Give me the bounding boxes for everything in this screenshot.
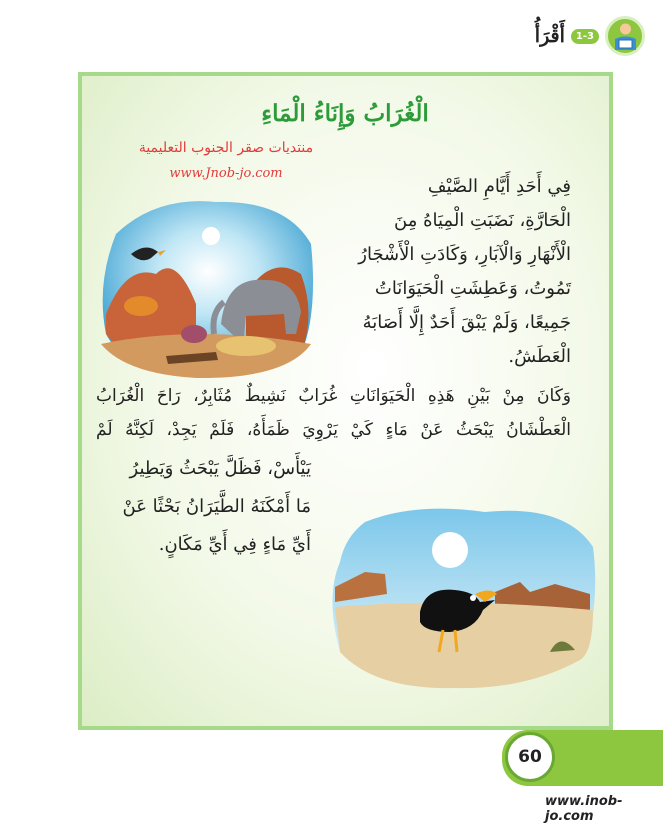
paragraph1-line-6: الْعَطَشُ. bbox=[508, 346, 571, 367]
crow-desert-illustration bbox=[325, 502, 600, 692]
paragraph2-line-4: مَا أَمْكَنَهُ الطَّيَرَانُ بَحْثًا عَنْ bbox=[122, 496, 311, 517]
watermark-site-name: منتديات صقر الجنوب التعليمية bbox=[138, 140, 314, 156]
paragraph1-line-1: فِي أَحَدِ أَيَّامِ الصَّيْفِ bbox=[427, 176, 571, 197]
story-title: الْغُرَابُ وَإِنَاءُ الْمَاءِ bbox=[261, 100, 429, 127]
paragraph1-line-3: الْأَنْهَارِ وَالْآبَارِ، وَكَادَتِ الْأَشْجَارُ bbox=[358, 244, 571, 265]
footer-url: www.inob-jo.com bbox=[545, 794, 623, 824]
paragraph1-line-2: الْحَارَّةِ، نَضَبَتِ الْمِيَاهُ مِنَ bbox=[394, 210, 571, 231]
paragraph2-line-3: يَيْأَسْ، فَظَلَّ يَبْحَثُ وَيَطِيرُ bbox=[129, 458, 311, 479]
paragraph2-line-2: الْعَطْشَانُ يَبْحَثُ عَنْ مَاءٍ كَيْ يَرْوِيَ ظَمَأَهُ، فَلَمْ يَجِدْ، لَكِنَّهُ لَمْ bbox=[96, 420, 571, 440]
lesson-number-badge: 1-3 bbox=[571, 29, 599, 44]
thirsty-animals-illustration bbox=[96, 194, 318, 384]
watermark-url: www.Jnob-jo.com bbox=[169, 166, 283, 181]
paragraph2-line-5: أَيِّ مَاءٍ فِي أَيِّ مَكَانٍ. bbox=[158, 534, 311, 555]
paragraph2-line-1: وَكَانَ مِنْ بَيْنِ هَذِهِ الْحَيَوَانَاتِ غُرَابٌ نَشِيطٌ مُثَابِرٌ، رَاحَ الْغُرَابُ bbox=[96, 386, 571, 406]
lesson-title: أَقْرَأُ bbox=[534, 25, 565, 47]
reading-child-icon bbox=[605, 16, 645, 56]
page-number: 60 bbox=[505, 732, 555, 782]
paragraph1-line-4: تَمُوتُ، وَعَطِشَتِ الْحَيَوَانَاتُ bbox=[374, 278, 571, 299]
paragraph1-line-5: جَمِيعًا، وَلَمْ يَبْقَ أَحَدٌ إِلَّا أَصَابَهُ bbox=[362, 312, 571, 333]
lesson-header bbox=[535, 14, 645, 58]
